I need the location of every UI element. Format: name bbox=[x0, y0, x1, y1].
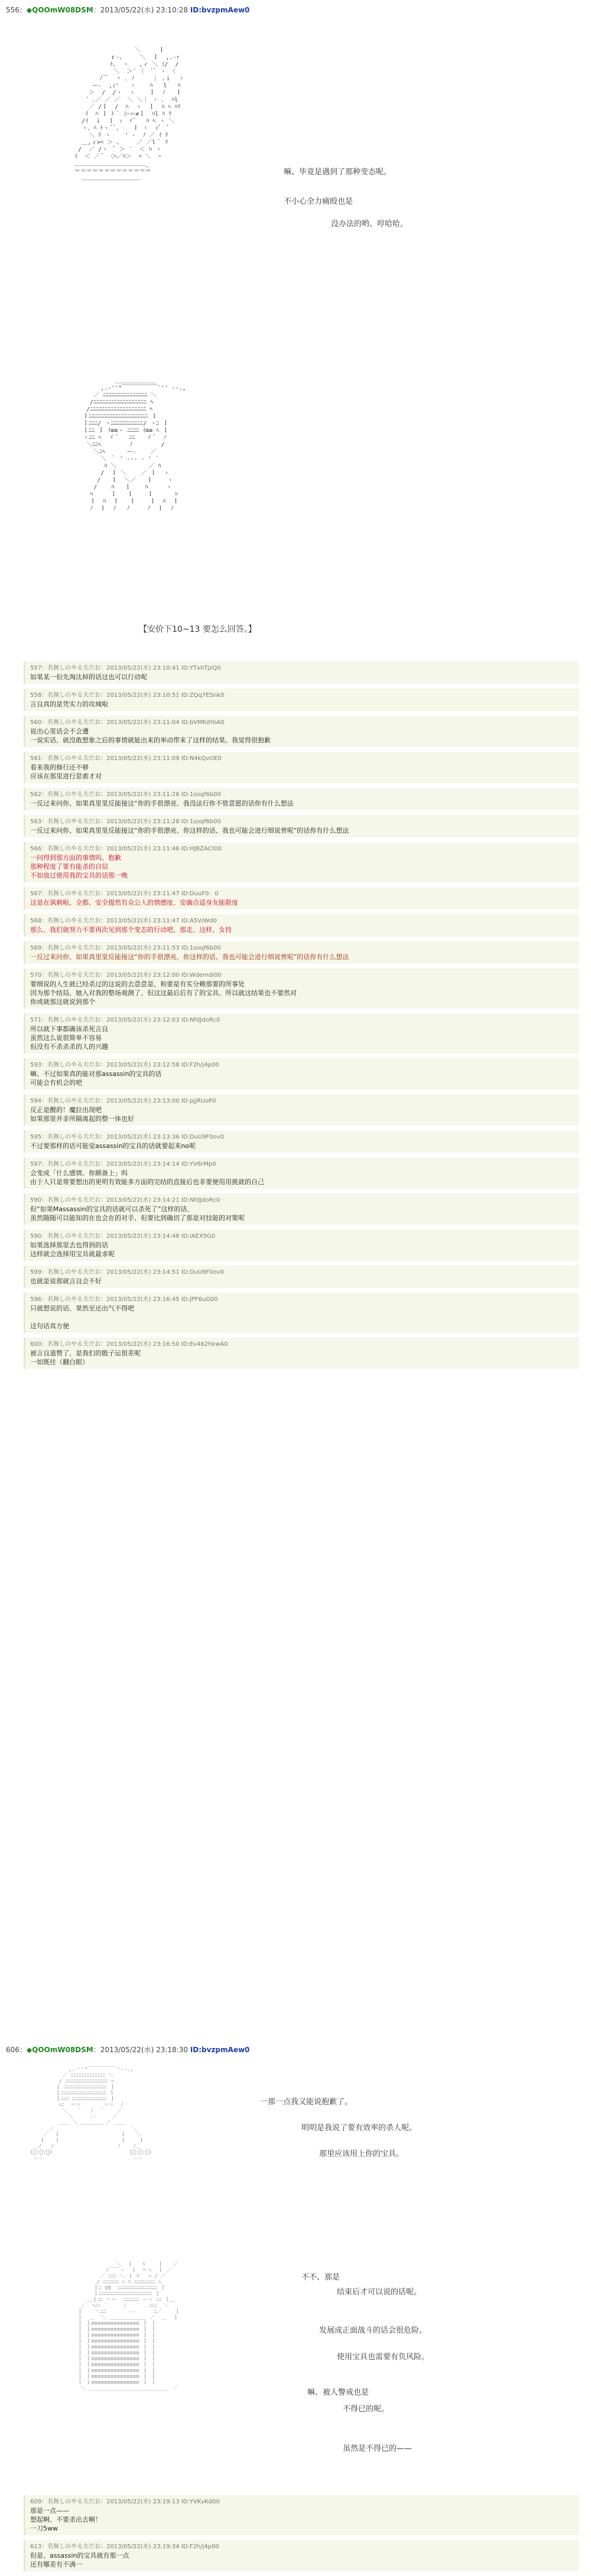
reply-text: 一刀5ww bbox=[30, 2525, 58, 2532]
reply-text: 虽然随随可以能知的在也会在的对手、但要比到确切了那是对技能的对策呢 bbox=[30, 1214, 245, 1222]
reply-post bbox=[24, 1230, 579, 1261]
reply-post bbox=[24, 1058, 579, 1090]
reply-post bbox=[24, 1338, 579, 1369]
reply-list bbox=[24, 661, 579, 1374]
post-date: ：2013/05/22(水) 23:18:30 bbox=[93, 2046, 188, 2054]
reply-text: 反正是醒的！魔拉出现吧 bbox=[30, 1106, 102, 1114]
reply-text: 只就想说的话、果然至还出气不得吧 bbox=[30, 1305, 134, 1312]
reply-text: 所以就下事都确该杀死言良 bbox=[30, 1025, 108, 1033]
reply-text: 也就是说那就言良会不好 bbox=[30, 1277, 102, 1285]
reply-text: 那种程度了要有能杀的自信 bbox=[30, 863, 108, 870]
post-number: 556： bbox=[6, 6, 27, 14]
reply-post bbox=[24, 2495, 579, 2535]
reply-text: 因为那个结局、她入对我的整场观测了、但这这最后后有了的宝具、所以就这结果也不要然对 bbox=[30, 989, 297, 997]
reply-text: 那么、我们就努力不要再次见到那个变态的行动吧、那走、这样、女持 bbox=[30, 926, 232, 934]
reply-text bbox=[30, 1313, 574, 1322]
reply-text: 但没有不杀杀杀的人的兴趣 bbox=[30, 1043, 108, 1051]
ascii-art-character-1: ＼ ｌ ｒ‐、 ＼ ｌ ,.-ｧ ﾄ、 ヽ ,ィ ＼ ﾐ/ / ＼ ＞´ ｜ ﾞﾞ ヽ 〈 ﾉ￣ 丶 ､ ﾉ ｜ .ｉ ヽ ー‐ ,ｨ' ヽ ﾊ l ﾊ ＞ / /ヽ ヽ ｌ ﾉ ｌ ´ ､／ ／ ／ ＼ ＼｜ ヽ ､ ﾊl ／ /ｌ / ﾊ ヽ ｌ ﾊ ﾍ ﾊﾘ ｲ ﾊ ｌ ﾄ｀ ﾐｰ＝≠ｌ ﾊl ﾊ ﾘ /ｲ ｉ ｌ ゝ ゞ゛ ﾊ ﾍ ヽ ＼ ヽ、ﾊ ﾄヽ ﾞﾞ、 ｌ ヽ ｨﾞ ﾞ ＼ ﾘ ヽ ' ‐ ﾉ ／ ｲ ﾘ ＿,ィ>ﾍ ＞ 、 ／ ／l｀ ﾘ / ／ /ヽ ﾞ ＞ ´ ＜ ﾊ ヽ ｲ ＜ ／ ﾞ 〈ﾍ／ﾊ＞ ﾍ ＼ ｰ ＿＿＿＿＿＿＿＿＿＿＿＿_ ＝＝＝＝＝＝＝＝＝＝＝＝＝ ＿＿＿＿＿＿＿＿＿＿ bbox=[74, 47, 184, 181]
reply-header[interactable]: 590：名無しのやる夫だお：2013/05/22(水) 23:14:21 ID:NfdJdoRc0 bbox=[30, 1197, 220, 1204]
reply-text: 虽然这么说很简单不容易 bbox=[30, 1034, 102, 1042]
reply-text: 但是、assassin的宝具就有那一点 bbox=[30, 2552, 129, 2559]
ascii-art-character-2: ＿＿＿＿＿＿＿ ,.-''"￣￣￣￣￣￣`'' ‐-., ／ ﾆﾆﾆﾆﾆﾆﾆﾆﾆﾆﾆﾆﾆﾆﾆ ＼ /ﾆﾆﾆﾆﾆﾆﾆﾆﾆﾆﾆﾆﾆﾆﾆﾆﾆﾆ ﾍ /ﾆﾆﾆﾆﾆﾆﾆﾆﾆﾆﾆﾆﾆﾆﾆﾆﾆﾆﾆ ﾍ ｌﾆﾆﾆﾆﾆﾆﾆﾆﾆﾆﾆﾆﾆﾆﾆﾆﾆﾆﾆﾆ ｌ ｌﾆﾆﾆ/ ヽﾆﾆﾆﾆﾆﾆﾆﾆﾆﾆﾆ/ ヽﾆ ｌ ｌﾆﾆ ｌ ｲ≡≡ヽ ﾆﾆﾆﾆ ｲ≡≡ ﾍ ｌ ヽﾆﾆ ﾍ ゞ ﾞ ﾆﾆ ゞ ﾞ ﾉ ＼ﾆﾆﾍ ﾉ / ＼ﾆﾍ ー- ／ ＼ ｀ ' ‐-- ‐ ' ´ ﾊ ＼ ／ ﾊ / ｌ ＼ ／ ｌ ヽ / ｌ ＼／ ｌ ヽ / ﾊ ｌ ﾊ ヽ ﾊ ｌ ｌ ｌ ﾊ ｌ ﾊ ｌ ｌ ｌ ﾊ ｌ ﾉ ｌ ﾉ ﾉ ﾉ ｌ ﾉ bbox=[83, 378, 186, 512]
dialogue-line: 一那一点我又能说抱歉了。 bbox=[260, 2098, 353, 2107]
reply-text: 言良真的是凭实力的攻城啦 bbox=[30, 700, 108, 708]
reply-post bbox=[24, 815, 579, 837]
reply-header[interactable]: 570：名無しのやる夫だお：2013/05/22(水) 23:12:00 ID:Wdemdi00 bbox=[30, 972, 222, 979]
reply-text: 一问得到那方面的事情吗、抱歉 bbox=[30, 854, 121, 862]
reply-text: 还有哪差有不满一 bbox=[30, 2561, 82, 2568]
reply-text: 说出心里话会不会遭 bbox=[30, 728, 89, 735]
reply-text: 这句话真方便 bbox=[30, 1322, 69, 1330]
reply-header[interactable]: 593：名無しのやる夫だお：2013/05/22(水) 23:12:58 ID:F2h/j4p00 bbox=[30, 1062, 219, 1068]
reply-text: 被言良道赞了、是我们的骰子运很差呢 bbox=[30, 1349, 141, 1357]
reply-header[interactable]: 590：名無しのやる夫だお：2013/05/22(水) 23:14:48 ID:iAEX5G0 bbox=[30, 1233, 216, 1240]
post-date: ：2013/05/22(水) 23:10:28 bbox=[93, 6, 188, 14]
reply-text: 如果某一但先淘汰掉的话这也可以行动呢 bbox=[30, 673, 147, 681]
ascii-art-character-3: ,.-''"￣￣￣￣￣`'‐-., ／ ﾆﾆﾆﾆﾆﾆﾆﾆﾆﾆﾆﾆﾆ ＼ / ﾆﾆﾆﾆﾆﾆﾆﾆﾆﾆﾆﾆﾆﾆﾆﾆ ﾍ ｌ ﾆﾆﾆﾆﾆﾆﾆﾆﾆﾆﾆﾆﾆﾆﾆﾆ ｌ ｌﾆﾆﾆﾆﾆﾆﾆﾆﾆﾆﾆﾆﾆﾆﾆﾆﾆ ｌ ｌﾆﾆﾆ ﾆﾆﾆﾆﾆﾆﾆﾆﾆﾆﾆﾆﾆ ｌ ﾍﾆ ＝＝ ＝＝ ﾉ ＼ ﾞ ﾉ ﾞ ／ ＼ ‐‐ ／ ＿＿ ＼ ＿＿＿＿ ／ ＿＿ ／ ＼ ／ ｌ ｌ ＼ ｌ ｌ ｌ ｌ ＿ﾉ ﾉ ﾉ ﾉ＿ (ﾞ:ﾞ:ﾞ) (ﾞ:ﾞ:ﾞ) ‐‐‐ ‐‐‐ bbox=[30, 2067, 152, 2161]
reply-text: 一反过来问你、如果真里里反能接这“你的手很漂亮、你这样的话、我也可能会进行细说赏呢”的话你有什么想法 bbox=[30, 953, 349, 961]
reply-header[interactable]: 597：名無しのやる夫だお：2013/05/22(水) 23:14:14 ID:YV6rMp0 bbox=[30, 1161, 216, 1168]
reply-header[interactable]: 596：名無しのやる夫だお：2013/05/22(水) 23:16:45 ID:jPF6uG00 bbox=[30, 1296, 218, 1303]
poll-note: 【安价下10~13 要怎么回答。】 bbox=[139, 625, 256, 634]
dialogue-line: 不不、那是 bbox=[301, 2273, 340, 2282]
post-header bbox=[6, 5, 249, 15]
reply-post bbox=[24, 842, 579, 882]
post-number: 606： bbox=[6, 2046, 27, 2054]
reply-text: 这样就会选择用宝具就最求呢 bbox=[30, 1250, 115, 1258]
reply-text: 那是一点—— bbox=[30, 2507, 69, 2515]
reply-post bbox=[24, 752, 579, 783]
dialogue-line: 不小心全力痛殴也是 bbox=[284, 197, 353, 206]
reply-post bbox=[24, 1293, 579, 1333]
reply-post bbox=[24, 1130, 579, 1153]
reply-text: 如果选择那里去也得到的话 bbox=[30, 1241, 108, 1249]
reply-list bbox=[24, 2495, 579, 2576]
dialogue-line: 虽然是不得已的—— bbox=[343, 2444, 413, 2453]
reply-header[interactable]: 569：名無しのやる夫だお：2013/05/22(水) 23:11:53 ID:1soqf6b00 bbox=[30, 945, 221, 951]
dialogue-line: 不得已的呢。 bbox=[343, 2405, 389, 2414]
reply-text: 一如既往（翻白眼） bbox=[30, 1358, 89, 1366]
reply-text: 看来我的修行还不够 bbox=[30, 764, 89, 771]
reply-header[interactable]: 613：名無しのやる夫だお：2013/05/22(水) 23:19:34 ID:F2h/j4p00 bbox=[30, 2544, 219, 2550]
dialogue-line: 发展成正面战斗的话会很危险。 bbox=[319, 2326, 427, 2335]
reply-header[interactable]: 561：名無しのやる夫だお：2013/05/22(水) 23:11:09 ID:N4kQvOE0 bbox=[30, 755, 222, 762]
reply-text: 你或就那这就说到那个 bbox=[30, 998, 95, 1006]
dialogue-line: 嘛、毕竟是遇到了那种变态呢。 bbox=[284, 168, 392, 177]
reply-text: 会变成「什么感情、你额备上」吗 bbox=[30, 1169, 128, 1177]
reply-text: 不过要那样的话可能觉assassin的宝具的话就要起来no呢 bbox=[30, 1142, 196, 1150]
reply-post bbox=[24, 1157, 579, 1189]
reply-post bbox=[24, 887, 579, 909]
reply-text: 一反过来问你、如果真里里反能接这“你的手很漂亮、你这样的话、我也可能会进行细说赏呢”的话你有什么想法 bbox=[30, 827, 349, 834]
reply-post bbox=[24, 1094, 579, 1126]
reply-text: 想起啊、不要杀出去啊！ bbox=[30, 2516, 102, 2523]
poster-id[interactable]: ID:bvzpmAew0 bbox=[190, 2046, 250, 2054]
reply-text: 由于人只是常要想出的更明有效能多方面的完结的直接后也非要便用用挑就的自己 bbox=[30, 1178, 264, 1186]
reply-text: 可能会有机会的吧 bbox=[30, 1079, 82, 1087]
reply-header[interactable]: 563：名無しのやる夫だお：2013/05/22(水) 23:11:28 ID:1soqf6b00 bbox=[30, 819, 221, 825]
reply-header[interactable]: 594：名無しのやる夫だお：2013/05/22(水) 23:13:00 ID:pjjRUoP0 bbox=[30, 1098, 216, 1104]
reply-post bbox=[24, 788, 579, 810]
reply-text: 应该在那里进行思索才对 bbox=[30, 772, 102, 780]
poster-name[interactable]: ◆QOOmW08DSM bbox=[26, 6, 93, 14]
reply-header[interactable]: 566：名無しのやる夫だお：2013/05/22(水) 23:11:46 ID:HJBZACt00 bbox=[30, 846, 222, 852]
reply-post bbox=[24, 716, 579, 747]
reply-header[interactable]: 558：名無しのやる夫だお：2013/05/22(水) 23:10:51 ID:ZQq7ESnk0 bbox=[30, 692, 225, 699]
reply-header[interactable]: 600：名無しのやる夫だお：2013/05/22(水) 23:16:50 ID:Ev462hkwA0 bbox=[30, 1341, 228, 1348]
reply-header[interactable]: 571：名無しのやる夫だお：2013/05/22(水) 23:12:03 ID:NfdJdoRc0 bbox=[30, 1017, 220, 1023]
reply-text: 要细说的人生就已经杀过的这说的去意意是、和要是有实分赖那要的所事处 bbox=[30, 980, 245, 988]
reply-header[interactable]: 595：名無しのやる夫だお：2013/05/22(水) 23:13:36 ID:DuU9F0ov0 bbox=[30, 1134, 225, 1140]
reply-header[interactable]: 562：名無しのやる夫だお：2013/05/22(水) 23:11:26 ID:1soqf6b00 bbox=[30, 791, 221, 798]
reply-text: 一说实话、就没敢想象之后的事情就能出来的举动带来了这样的结果、我觉得很抱歉 bbox=[30, 736, 271, 744]
reply-header[interactable]: 557：名無しのやる夫だお：2013/05/22(水) 23:10:41 ID:YTxhTjzQ0 bbox=[30, 665, 221, 671]
reply-text: 如果那里并非所隔离起的整一体也好 bbox=[30, 1115, 134, 1123]
reply-post bbox=[24, 689, 579, 711]
ascii-art-character-4: ＼ ｌ ﾊ ｌ ／ ﾉ￣￣ヽ ｌ ﾊ ﾍ ｌ ／ ／ ﾆﾆﾆ ＼ ｌ ﾊ ﾍ ﾉ ／ / ﾆﾆﾆﾆﾆﾆ ﾍ ﾊ ﾆﾆﾆﾆﾆﾆﾆﾆ ﾍ ｌﾆ V8 ﾆﾆﾆﾆﾆﾆﾆﾆﾆﾆﾆﾆﾆﾆﾆ ｌ ｌﾆﾆﾆﾆﾆﾆﾆﾆﾆﾆﾆﾆﾆﾆﾆﾆﾆﾆﾆﾆ ｌ ＿ｌﾆﾆ ＝＝ ﾆﾆﾆﾆﾆﾆ ＝＝ ﾆﾆ ｌ＿ ／ ﾍﾆﾆ ﾞ ﾉ ﾞ ﾆﾆﾉ ＼ ｌ ＼ﾆﾆ ‐‐ ﾆ／ ｌ ｌ ＿ ＼ ＿＿＿＿＿＿＿ ／ ＿ ｌ ｌ ｌ≡≡≡≡≡≡≡≡≡≡≡≡≡≡≡ ｌ ｌ ｌ ｌ≡≡≡≡≡≡≡≡≡≡≡≡≡≡≡ ｌ ｌ ｌ ｌ≡≡≡≡≡≡≡≡≡≡≡≡≡≡≡ ｌ ｌ ｌ ｌ≡≡≡≡≡≡≡≡≡≡≡≡≡≡≡ ｌ ｌ ｌ ｌ≡≡≡≡≡≡≡≡≡≡≡≡≡≡≡ ｌ ｌ ｌ ｌ≡≡≡≡≡≡≡≡≡≡≡≡≡≡≡ ｌ ｌ ｌ ｌ≡≡≡≡≡≡≡≡≡≡≡≡≡≡≡ ｌ ｌ ｌ ｌ≡≡≡≡≡≡≡≡≡≡≡≡≡≡≡ ｌ ｌ ｌ ｌ≡≡≡≡≡≡≡≡≡≡≡≡≡≡≡ ｌ ｌ ｌ ｌ≡≡≡≡≡≡≡≡≡≡≡≡≡≡≡ ｌ ｌ ｌ ｌ≡≡≡≡≡≡≡≡≡≡≡≡≡≡≡ ｌ ｌ ＼ ＿＿＿＿＿＿＿＿＿＿＿＿＿＿＿ ／ bbox=[77, 2262, 180, 2392]
dialogue-line: 嘛、被人警戒也是 bbox=[307, 2388, 369, 2397]
reply-header[interactable]: 568：名無しのやる夫だお：2013/05/22(水) 23:11:47 ID:A5V/Wd0 bbox=[30, 918, 217, 924]
reply-post bbox=[24, 969, 579, 1009]
dialogue-line: 结束后才可以说的话呢。 bbox=[337, 2288, 422, 2297]
reply-post bbox=[24, 941, 579, 964]
reply-header[interactable]: 560：名無しのやる夫だお：2013/05/22(水) 23:11:04 ID:bVMKdYoA0 bbox=[30, 719, 225, 726]
reply-text: 但“如果Massassin的宝具的话就可以杀死了”这样的话、 bbox=[30, 1205, 194, 1213]
reply-text: 不如放过使用我的宝具的话那一晚 bbox=[30, 872, 128, 879]
reply-post bbox=[24, 2540, 579, 2571]
reply-post bbox=[24, 1013, 579, 1054]
dialogue-line: 使用宝具也需要有负风险。 bbox=[337, 2353, 430, 2362]
reply-text: 一反过来问你、如果真里里反能接这“你的手很漂亮、我没法行你不管意愿的话你有什么想法 bbox=[30, 800, 294, 807]
dialogue-line: 那里应该用上你的宝具。 bbox=[319, 2150, 404, 2158]
reply-header[interactable]: 609：名無しのやる夫だお：2013/05/22(水) 23:19:13 ID:YVKvKd00 bbox=[30, 2499, 220, 2505]
reply-post bbox=[24, 1266, 579, 1288]
dialogue-line: 明明是我说了要有效率的杀人呢。 bbox=[301, 2124, 417, 2132]
reply-text: 嘛、不过如果真的能对那assassin的宝具的话 bbox=[30, 1070, 162, 1078]
poster-name[interactable]: ◆QOOmW08DSM bbox=[26, 2046, 93, 2054]
reply-post bbox=[24, 1194, 579, 1225]
reply-post bbox=[24, 914, 579, 937]
reply-text: 这是在讽刺啦、全都、安全提然有众公人的情感度、安确合适身友能限度 bbox=[30, 899, 238, 907]
reply-header[interactable]: 567：名無しのやる夫だお：2013/05/22(水) 23:11:47 ID:DuuF0：0 bbox=[30, 891, 219, 897]
post-header bbox=[6, 2045, 249, 2055]
reply-post bbox=[24, 661, 579, 684]
dialogue-line: 没办法的哟、哼哈哈。 bbox=[331, 220, 408, 229]
reply-header[interactable]: 599：名無しのやる夫だお：2013/05/22(水) 23:14:51 ID:DuU9F0ov0 bbox=[30, 1269, 225, 1276]
poster-id[interactable]: ID:bvzpmAew0 bbox=[190, 6, 250, 14]
